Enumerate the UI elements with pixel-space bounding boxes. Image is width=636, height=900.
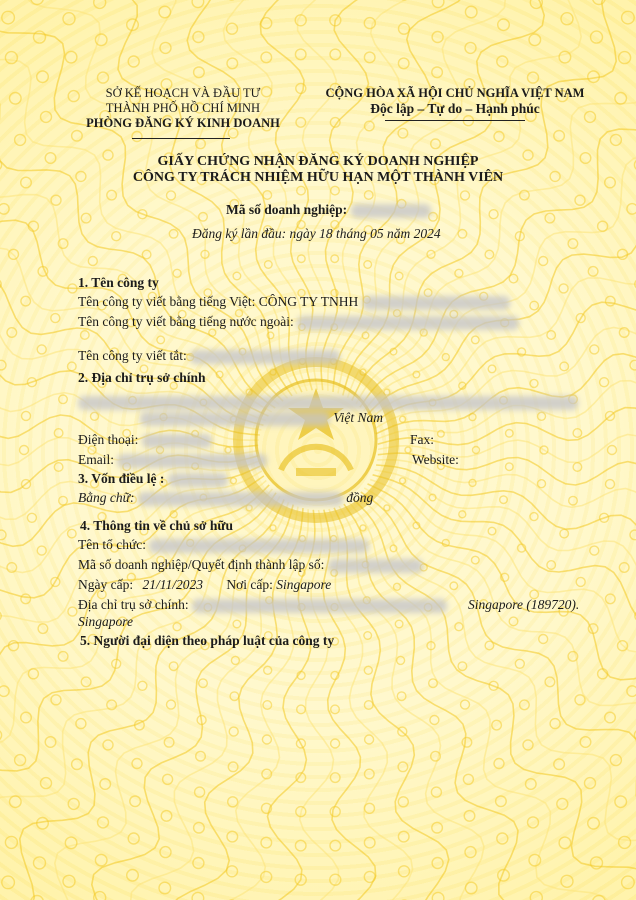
short-name-row bbox=[78, 348, 340, 364]
agency-line-3: PHÒNG ĐĂNG KÝ KINH DOANH bbox=[86, 116, 280, 130]
header-right-underline bbox=[385, 120, 525, 121]
motto: Độc lập – Tự do – Hạnh phúc bbox=[370, 101, 540, 116]
section-3-heading bbox=[78, 471, 228, 487]
address-redacted bbox=[78, 396, 578, 410]
vn-name-label: Tên công ty viết bằng tiếng Việt: bbox=[78, 294, 256, 309]
agency-line-2: THÀNH PHỐ HỒ CHÍ MINH bbox=[105, 101, 261, 115]
phone-label: Điện thoại: bbox=[78, 432, 139, 447]
owner-address-tail: Singapore (189720). bbox=[468, 597, 580, 612]
reg-no-row bbox=[78, 557, 423, 573]
email-label: Email: bbox=[78, 452, 114, 467]
owner-address-line-2: Singapore bbox=[78, 614, 133, 629]
capital-currency: đồng bbox=[346, 490, 374, 505]
vn-name-redacted bbox=[362, 296, 510, 310]
title-line-1: GIẤY CHỨNG NHẬN ĐĂNG KÝ DOANH NGHIỆP bbox=[157, 154, 479, 169]
owner-address-redacted bbox=[192, 599, 447, 613]
agency-line-1: SỞ KẾ HOẠCH VÀ ĐẦU TƯ bbox=[105, 86, 261, 100]
header-left bbox=[78, 86, 288, 131]
address-redacted-row bbox=[78, 394, 578, 410]
foreign-name-row bbox=[78, 314, 519, 330]
phone-row bbox=[78, 432, 212, 448]
section-5-heading: 5. Người đại diện theo pháp luật của công ty bbox=[80, 633, 335, 648]
section-1-heading: 1. Tên công ty bbox=[78, 275, 159, 290]
title-line-2: CÔNG TY TRÁCH NHIỆM HỮU HẠN MỘT THÀNH VIÊN bbox=[132, 170, 504, 185]
issue-row bbox=[78, 577, 331, 593]
enterprise-code bbox=[226, 202, 431, 218]
foreign-name-label: Tên công ty viết bằng tiếng nước ngoài: bbox=[78, 314, 294, 329]
capital-words-label: Bằng chữ: bbox=[78, 490, 135, 505]
header-right bbox=[305, 86, 605, 117]
first-registration-date: Đăng ký lần đầu: ngày 18 tháng 05 năm 2024 bbox=[192, 226, 441, 241]
phone-redacted bbox=[142, 434, 212, 448]
short-name-label: Tên công ty viết tắt: bbox=[78, 348, 187, 363]
org-name-label: Tên tổ chức: bbox=[78, 537, 147, 552]
vn-name-row bbox=[78, 294, 510, 310]
section-4-heading: 4. Thông tin về chủ sở hữu bbox=[80, 518, 234, 533]
certificate-title bbox=[60, 154, 576, 186]
email-redacted bbox=[117, 454, 267, 468]
reg-no-label: Mã số doanh nghiệp/Quyết định thành lập số: bbox=[78, 557, 325, 572]
email-row bbox=[78, 452, 267, 468]
org-name-row bbox=[78, 537, 369, 553]
fax-label: Fax: bbox=[410, 432, 435, 447]
enterprise-code-label: Mã số doanh nghiệp: bbox=[226, 202, 348, 217]
owner-address-label: Địa chỉ trụ sở chính: bbox=[78, 597, 189, 612]
short-name-redacted bbox=[190, 350, 340, 364]
website-label: Website: bbox=[412, 452, 459, 467]
header-left-underline bbox=[132, 138, 230, 139]
capital-words-row bbox=[78, 490, 373, 506]
capital-words-redacted bbox=[138, 492, 343, 506]
issue-date-label: Ngày cấp: bbox=[78, 577, 134, 592]
foreign-name-redacted bbox=[297, 316, 519, 330]
country-name: CỘNG HÒA XÃ HỘI CHỦ NGHĨA VIỆT NAM bbox=[325, 86, 585, 100]
address-country: Việt Nam bbox=[333, 410, 383, 425]
issue-place-label: Nơi cấp: bbox=[226, 577, 273, 592]
issue-place: Singapore bbox=[276, 577, 332, 592]
section-3-heading-text: 3. Vốn điều lệ : bbox=[78, 471, 165, 486]
issue-date: 21/11/2023 bbox=[142, 577, 203, 592]
address-line-2 bbox=[140, 410, 383, 426]
capital-amount-redacted bbox=[168, 473, 228, 487]
vn-name-value: CÔNG TY TNHH bbox=[258, 294, 359, 309]
org-name-redacted bbox=[149, 539, 369, 553]
reg-no-redacted bbox=[328, 559, 423, 573]
section-2-heading: 2. Địa chỉ trụ sở chính bbox=[78, 370, 206, 385]
enterprise-code-redacted bbox=[351, 204, 431, 218]
address-line-2-redacted bbox=[140, 412, 330, 426]
owner-address-row bbox=[78, 597, 447, 613]
